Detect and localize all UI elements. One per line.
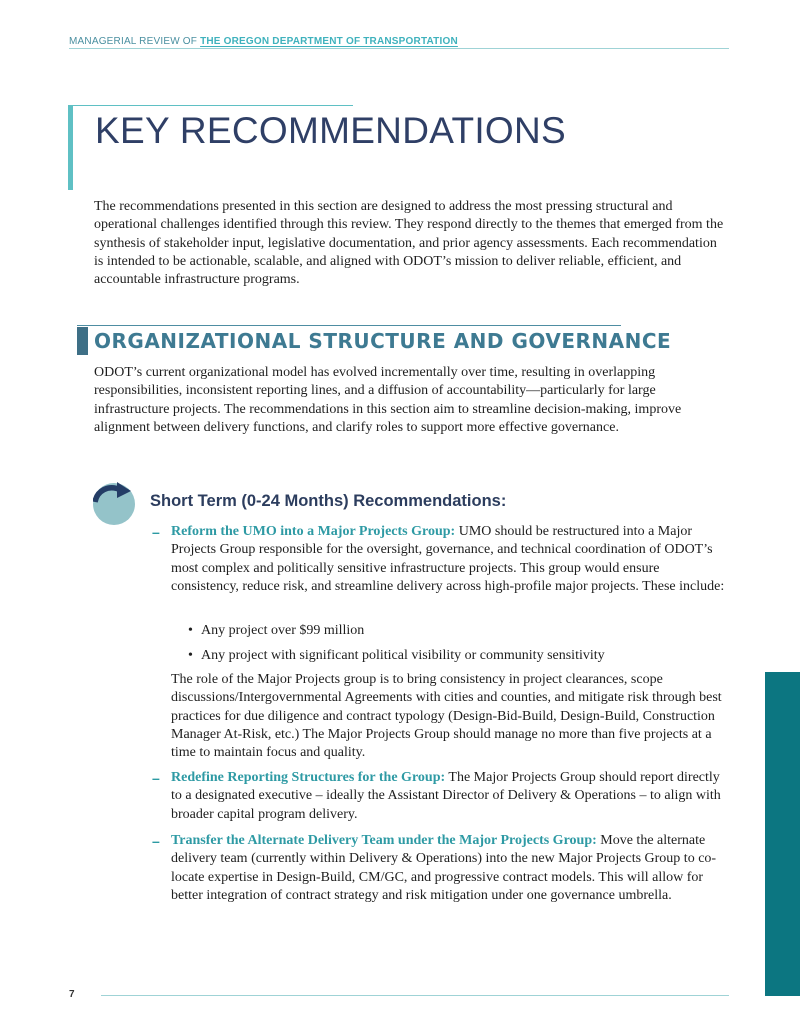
- bullet-list: [188, 622, 708, 672]
- section-heading: ORGANIZATIONAL STRUCTURE AND GOVERNANCE: [94, 329, 672, 353]
- section-top-rule: [77, 325, 621, 326]
- curved-arrow-icon: [93, 481, 135, 525]
- dash-marker: –: [152, 833, 160, 849]
- recommendation-body: The Major Projects Group should report directly to a designated executive – ideally the Assistant Director of Delivery & Operations – to align with broader capital program delivery.: [171, 770, 721, 822]
- section-intro-paragraph: ODOT’s current organizational model has evolved incrementally over time, resulting in overlapping responsibilities, inconsistent reporting lines, and a diffusion of accountability—particularly for large infrastructure projects. The recommendations in this section aim to streamline decision-making, improve alignment between delivery functions, and clarify roles to support more effective governance.: [94, 365, 682, 435]
- side-accent-bar: [765, 672, 800, 996]
- recommendation-item: [152, 832, 726, 905]
- recommendation-lead: Redefine Reporting Structures for the Group:: [171, 770, 446, 785]
- bullet-item: • Any project with significant political visibility or community sensitivity: [188, 647, 708, 672]
- dash-marker: –: [152, 524, 160, 540]
- running-header: [69, 36, 458, 47]
- page-number: 7: [69, 989, 75, 1000]
- role-paragraph: The role of the Major Projects group is to bring consistency in project clearances, scope discussions/Intergovernmental Agreements with cities and counties, and mitigate risk through best practices for due diligence and contract typology (Design-Bid-Build, Design-Build, Construction Manager At-Risk, etc.) The Major Projects Group should manage no more than five projects at a time to maintain focus and quality.: [171, 672, 722, 761]
- header-rule: [69, 48, 729, 49]
- recommendation-lead: Reform the UMO into a Major Projects Group:: [171, 524, 456, 539]
- title-top-rule: [68, 105, 353, 106]
- bullet-item: • Any project over $99 million: [188, 622, 708, 647]
- recommendation-item: [152, 769, 726, 824]
- intro-paragraph: The recommendations presented in this section are designed to address the most pressing structural and operational challenges identified through this review. They respond directly to the themes that emerged from the synthesis of stakeholder input, legislative documentation, and prior agency assessments. Each recommendation is intended to be actionable, scalable, and aligned with ODOT’s mission to deliver reliable, efficient, and accountable infrastructure programs.: [94, 199, 724, 288]
- short-term-subheading: Short Term (0-24 Months) Recommendations:: [150, 492, 507, 510]
- title-accent-bar: [68, 106, 73, 190]
- recommendation-item: [152, 523, 726, 596]
- page-title: KEY RECOMMENDATIONS: [95, 110, 567, 151]
- recommendation-body: Move the alternate delivery team (currently within Delivery & Operations) into the new Major Projects Group to co-locate expertise in Design-Build, CM/GC, and progressive contract models. This will allow for better integration of contract strategy and risk mitigation under one governance umbrella.: [171, 833, 717, 903]
- dash-marker: –: [152, 770, 160, 786]
- recommendation-lead: Transfer the Alternate Delivery Team under the Major Projects Group:: [171, 833, 597, 848]
- header-prefix: MANAGERIAL REVIEW OF: [69, 36, 201, 47]
- footer-rule: [101, 995, 729, 996]
- header-highlight: THE OREGON DEPARTMENT OF TRANSPORTATION: [200, 36, 458, 47]
- section-accent-bar: [77, 327, 88, 355]
- recommendation-body: UMO should be restructured into a Major Projects Group responsible for the oversight, governance, and technical coordination of ODOT’s most complex and politically sensitive infrastructure projects. This group would ensure consistency, reduce risk, and streamline delivery across high-profile major projects. These include:: [171, 524, 725, 594]
